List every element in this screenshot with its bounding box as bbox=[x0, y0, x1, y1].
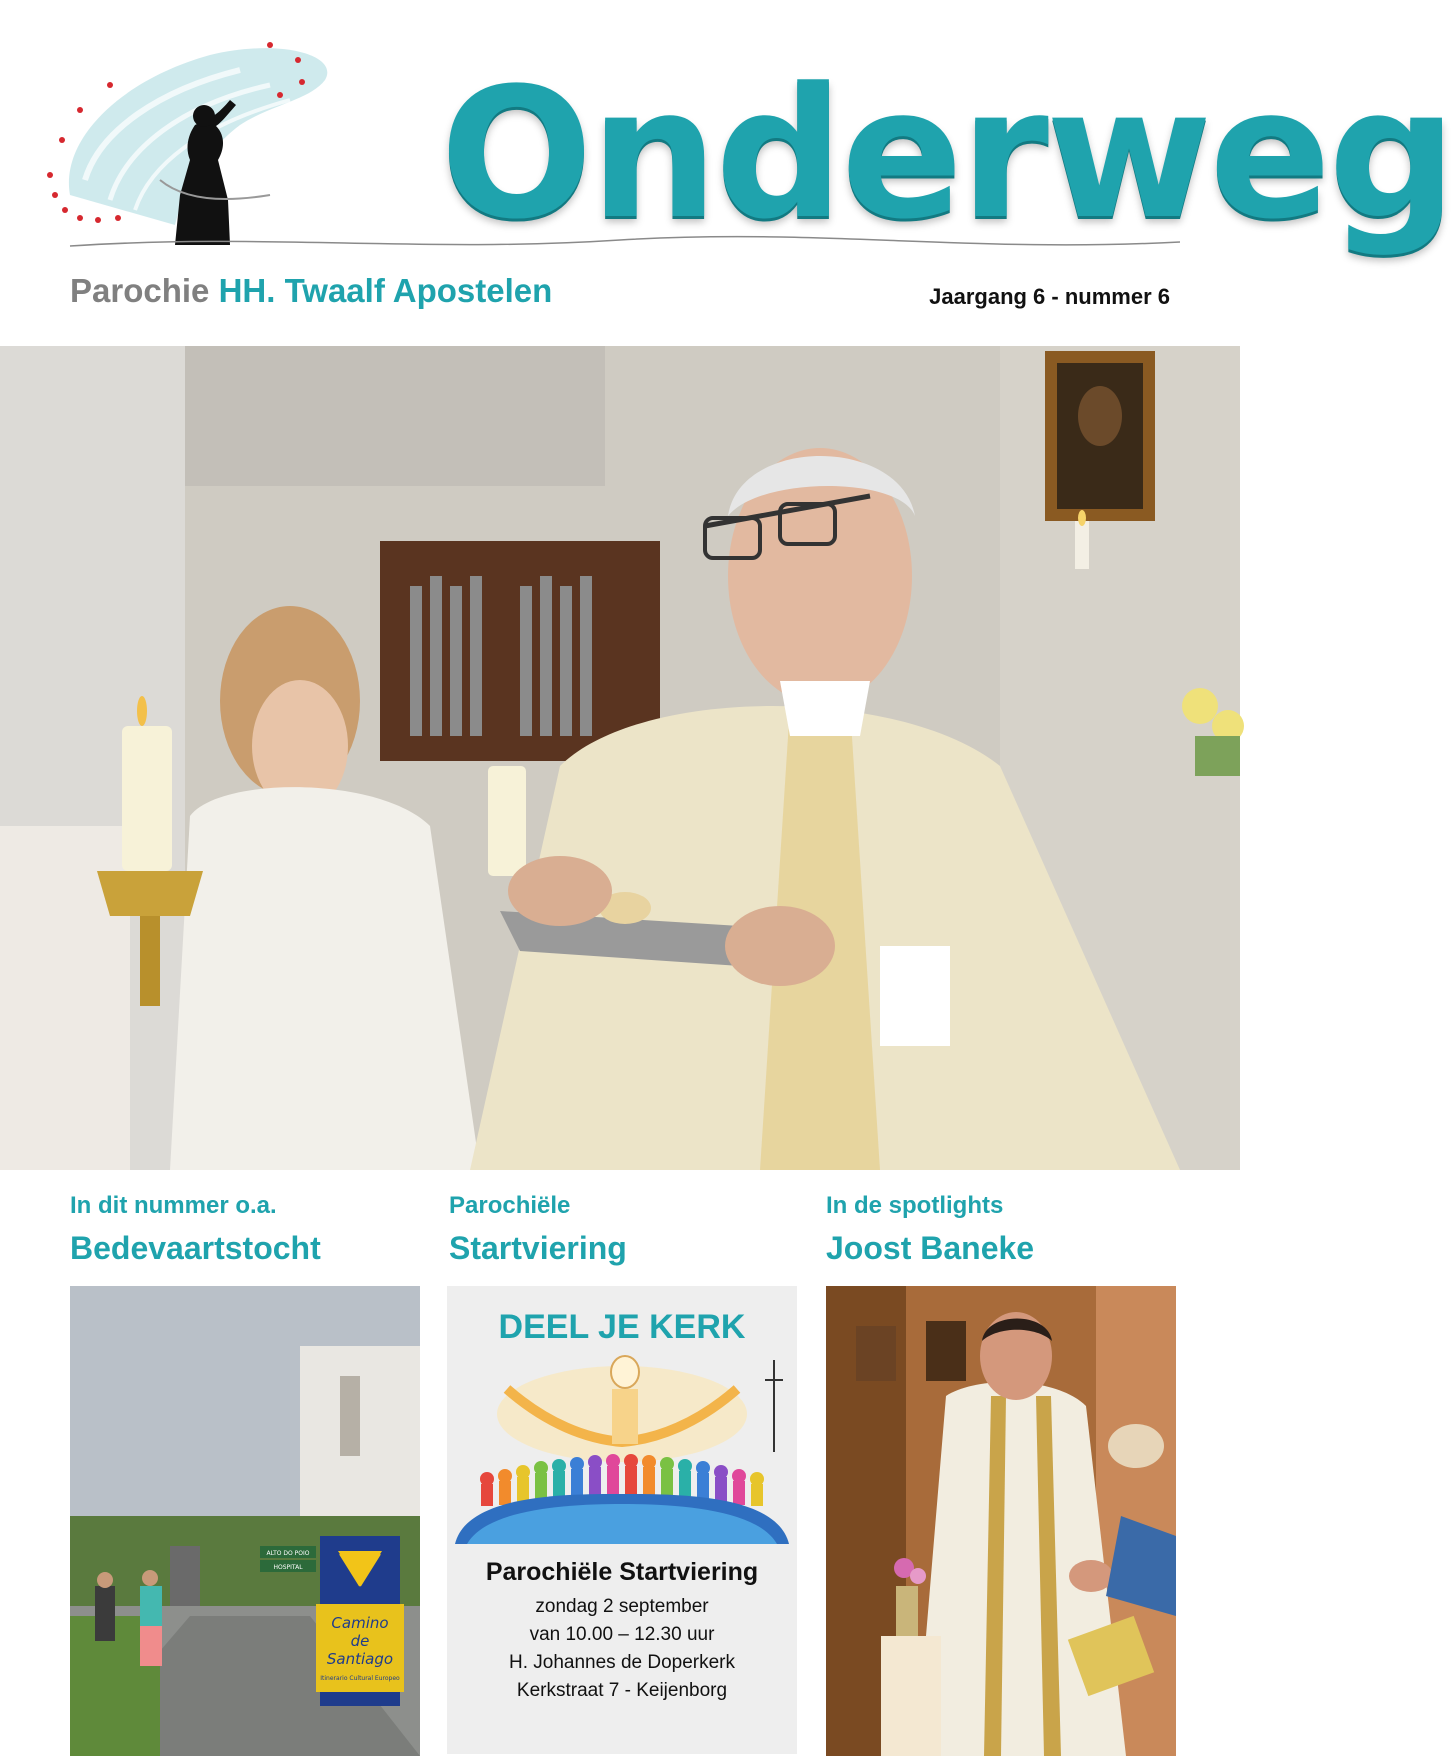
parish-prefix: Parochie bbox=[70, 272, 210, 309]
teaser-1-heading[interactable]: Bedevaartstocht bbox=[70, 1230, 321, 1266]
hero-photo bbox=[0, 346, 1240, 1170]
event-banner: DEEL JE KERK bbox=[498, 1308, 746, 1346]
event-card[interactable] bbox=[447, 1286, 797, 1754]
teaser-3-heading[interactable]: Joost Baneke bbox=[826, 1230, 1035, 1266]
camino-sign-line2: de bbox=[350, 1632, 370, 1650]
teaser-2-kicker: Parochiële bbox=[449, 1192, 571, 1219]
event-name: Parochiële Startviering bbox=[485, 1558, 759, 1586]
issue-info: Jaargang 6 - nummer 6 bbox=[929, 284, 1170, 309]
event-time: van 10.00 – 12.30 uur bbox=[529, 1624, 715, 1645]
cross-icon bbox=[765, 1360, 783, 1452]
road-sign-2: HOSPITAL bbox=[273, 1564, 303, 1571]
pilgrimage-photo bbox=[70, 1286, 420, 1756]
event-date: zondag 2 september bbox=[535, 1596, 709, 1617]
event-location: H. Johannes de Doperkerk bbox=[508, 1652, 735, 1673]
teaser-3-kicker: In de spotlights bbox=[826, 1192, 1004, 1219]
camino-sign-line1: Camino bbox=[331, 1614, 389, 1632]
event-illustration bbox=[447, 1354, 797, 1544]
masthead-title: Onderweg bbox=[440, 50, 1454, 259]
logo-mark bbox=[40, 30, 370, 260]
camino-sign-sub: Itinerario Cultural Europeo bbox=[320, 1675, 400, 1682]
camino-sign-line3: Santiago bbox=[326, 1650, 394, 1668]
road-sign-1: ALTO DO POIO bbox=[266, 1550, 310, 1557]
parish-title: HH. Twaalf Apostelen bbox=[218, 272, 553, 309]
teaser-1-kicker: In dit nummer o.a. bbox=[70, 1192, 277, 1219]
priest-photo bbox=[826, 1286, 1176, 1756]
logo-person-net-icon bbox=[47, 42, 327, 245]
event-address: Kerkstraat 7 - Keijenborg bbox=[516, 1680, 728, 1701]
masthead-divider bbox=[70, 228, 1180, 258]
teaser-2-heading[interactable]: Startviering bbox=[449, 1230, 627, 1266]
parish-name bbox=[70, 272, 552, 310]
